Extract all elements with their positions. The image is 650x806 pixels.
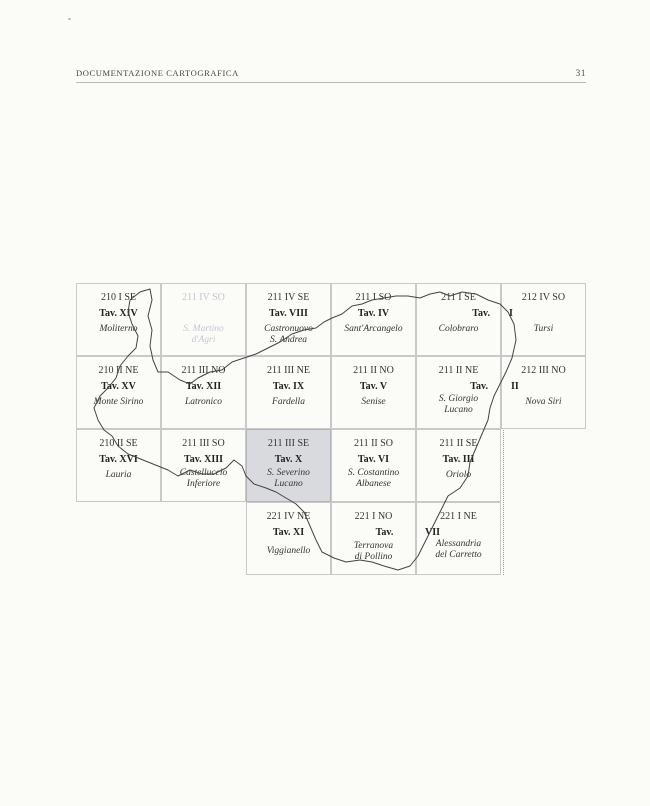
sheet-code: 211 I SO — [355, 292, 392, 303]
sheet-code: 211 IV SO — [182, 292, 225, 303]
map-sheet-cell — [416, 283, 501, 356]
sheet-tavola: Tav. XI — [272, 527, 305, 538]
map-sheet-cell — [331, 429, 416, 502]
sheet-tavola: Tav. XII — [185, 381, 222, 392]
sheet-tavola: Tav. X — [274, 454, 303, 465]
sheet-place-name: Lauria — [105, 470, 132, 480]
sheet-tavola: I — [509, 308, 513, 319]
map-sheet-cell — [331, 356, 416, 429]
sheet-place-name: Tursi — [533, 324, 554, 334]
sheet-tavola: Tav. VIII — [269, 308, 308, 319]
map-sheet-cell — [246, 283, 331, 356]
sheet-place-name: Terranova di Pollino — [353, 541, 394, 562]
sheet-place-name: S. Martino d'Agri — [183, 324, 224, 345]
map-sheet-cell — [416, 356, 501, 429]
sheet-code: 210 II NE — [98, 365, 139, 376]
sheet-code: 211 III SE — [267, 438, 310, 449]
sheet-code: 211 II NE — [438, 365, 479, 376]
sheet-tavola: Tav. XV — [101, 381, 136, 392]
sheet-place-name: Monte Sirino — [93, 397, 144, 407]
sheet-place-name: Castelluccio Inferiore — [179, 468, 228, 489]
map-sheet-cell — [246, 502, 331, 575]
sheet-place-name: Senise — [361, 397, 386, 407]
sheet-code: 210 II SE — [99, 438, 138, 449]
sheet-place-name: S. Costantino Albanese — [347, 468, 400, 489]
sheet-place-name: Oriolo — [445, 470, 472, 480]
map-sheet-cell — [246, 356, 331, 429]
sheet-tavola: Tav. VI — [357, 454, 390, 465]
sheet-place-name: Colobraro — [438, 324, 479, 334]
sheet-code: 221 I NO — [354, 511, 393, 522]
sheet-place-name: Viggianello — [266, 546, 311, 556]
sheet-tavola — [162, 308, 245, 320]
sheet-code: 211 III NO — [181, 365, 226, 376]
map-sheet-cell — [416, 429, 501, 502]
sheet-code: 211 II SE — [439, 438, 478, 449]
sheet-tavola: Tav. XIV — [99, 308, 138, 319]
sheet-place-name: S. Severino Lucano — [267, 468, 310, 489]
sheet-tavola: Tav. III — [442, 454, 475, 465]
sheet-tavola: Tav. IV — [357, 308, 390, 319]
sheet-place-name: Alessandria del Carretto — [435, 539, 482, 560]
running-header — [76, 66, 586, 83]
sheet-place-name: Castronuovo S. Andrea — [264, 324, 313, 345]
map-sheet-cell — [331, 502, 416, 575]
sheet-tavola: Tav. XVI — [99, 454, 138, 465]
sheet-code: 221 I NE — [440, 511, 477, 522]
sheet-tavola: Tav. — [470, 381, 488, 392]
sheet-tavola: Tav. XIII — [183, 454, 224, 465]
map-sheet-cell — [161, 356, 246, 429]
sheet-code: 211 IV SE — [267, 292, 310, 303]
sheet-place-name: Latronico — [184, 397, 223, 407]
sheet-tavola: Tav. V — [359, 381, 388, 392]
map-sheet-cell — [76, 356, 161, 429]
map-sheet-cell — [76, 429, 161, 502]
page-number: 31 — [575, 68, 586, 78]
sheet-place-name: S. Giorgio Lucano — [438, 394, 479, 415]
sheet-code: 212 IV SO — [521, 292, 566, 303]
sheet-code: 211 III NE — [267, 365, 310, 376]
sheet-code: 221 IV NE — [266, 511, 311, 522]
sheet-place-name: Nova Siri — [525, 397, 562, 407]
sheet-place-name: Moliterno — [99, 324, 138, 334]
sheet-code: 211 II SO — [353, 438, 394, 449]
map-sheet-cell — [161, 283, 246, 356]
dotted-sheet-divider — [503, 430, 504, 575]
map-sheet-cell-highlighted — [246, 429, 331, 502]
sheet-tavola: VII — [425, 527, 441, 538]
sheet-tavola: Tav. — [375, 527, 394, 538]
running-title: DOCUMENTAZIONE CARTOGRAFICA — [76, 68, 239, 78]
map-sheet-cell — [416, 502, 501, 575]
sheet-place-name: Fardella — [272, 397, 305, 407]
sheet-tavola: Tav. — [472, 308, 490, 319]
map-sheet-cell — [76, 283, 161, 356]
map-sheet-cell — [501, 283, 586, 356]
map-sheet-cell — [501, 356, 586, 429]
sheet-code: 211 III SO — [182, 438, 225, 449]
sheet-place-name: Sant'Arcangelo — [344, 324, 403, 334]
sheet-code: 211 I SE — [441, 292, 476, 303]
map-sheet-cell — [161, 429, 246, 502]
sheet-code: 210 I SE — [101, 292, 136, 303]
map-sheet-cell — [331, 283, 416, 356]
sheet-code: 211 II NO — [353, 365, 394, 376]
sheet-code: 212 III NO — [521, 365, 566, 376]
map-sheet-grid — [76, 283, 586, 575]
sheet-tavola: II — [511, 381, 519, 392]
paper-smudge — [68, 18, 71, 20]
sheet-tavola: Tav. IX — [272, 381, 305, 392]
